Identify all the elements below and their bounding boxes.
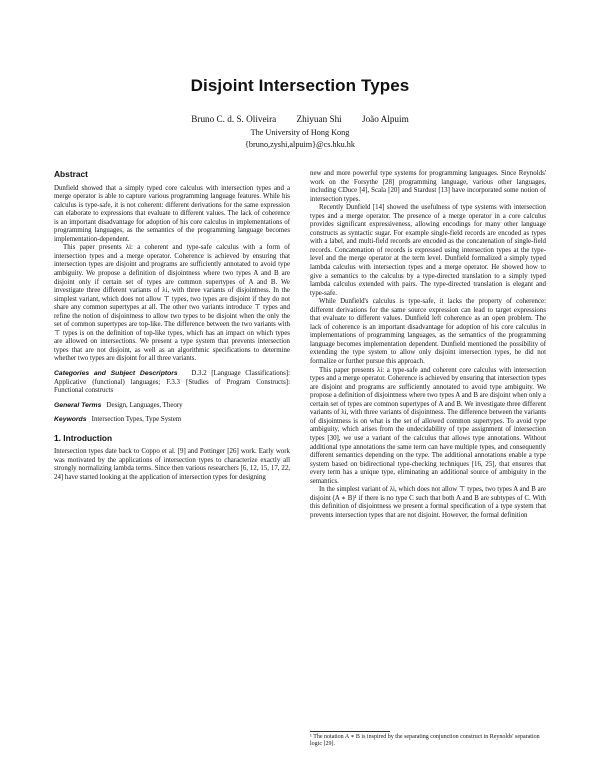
author-name: João Alpuim — [362, 114, 409, 124]
intro-paragraph: In the simplest variant of λi, which does not allow ⊤ types, two types A and B are disjoint (A ∗ B)¹ if there is no type C such that both A and B are subtypes of C. With this definition of disjointness we present a formal specification of a type system that prevents intersection types that are not disjoint. However, the formal definition — [310, 486, 546, 519]
introduction-heading: 1. Introduction — [54, 432, 113, 443]
author-name: Zhiyuan Shi — [296, 114, 342, 124]
general-terms-label: General Terms — [54, 401, 102, 409]
intro-paragraph: Intersection types date back to Coppo et al. [9] and Pottinger [26] work. Early work was motivated by the applications of intersection types to characterize exactly all strongly normalizing lambda terms. Since then various researchers [6, 12, 15, 17, 22, 24] have started looking at the application of intersection types for designing — [54, 448, 290, 481]
footnote-divider — [310, 731, 390, 732]
keywords-block — [54, 416, 290, 425]
author-name: Bruno C. d. S. Oliveira — [191, 114, 277, 124]
author-email: {bruno,zyshi,alpuim}@cs.hku.hk — [245, 140, 355, 149]
left-column — [54, 170, 290, 483]
intro-paragraph: new and more powerful type systems for programming languages. Since Reynolds' work on the Forsythe [28] programming language, various other languages, including CDuce [4], Scala [20] and Stardust [13] have incorporated some notion of intersection types. — [310, 170, 546, 203]
abstract-paragraph: This paper presents λi: a coherent and type-safe calculus with a form of intersection types and a merge operator. Coherence is achieved by ensuring that intersection types are disjoint and programs are sufficiently annotated to avoid type ambiguity. We propose a definition of disjointness where two types A and B are disjoint only if certain set of types are common supertypes of A and B. We investigate three different variants of λi, with three variants of disjointness. In the simplest variant, which does not allow ⊤ types, two types are disjoint if they do not share any common supertypes at all. The other two variants introduce ⊤ types and refine the notion of disjointness to allow two types to be disjoint when the only the set of common supertypes are top-like. The difference between the two variants with ⊤ types is on the definition of top-like types, which has an impact on which types are allowed on intersections. We present a type system that prevents intersection types that are not disjoint, as well as an algorithmic specifications to determine whether two types are disjoint for all three variants. — [54, 244, 290, 363]
abstract-heading: Abstract — [54, 169, 88, 179]
author-list — [0, 114, 600, 124]
paper-title: Disjoint Intersection Types — [190, 76, 410, 95]
intro-paragraph: This paper presents λi: a type-safe and coherent core calculus with intersection types and a merge operator. Coherence is achieved by ensuring that intersection types are disjoint and programs are sufficiently annotated to avoid type ambiguity. We propose a definition of disjointness where two types A and B are disjoint when only a certain set of types are common supertypes of A and B. We investigate three different variants of λi, with three variants of disjointness. The difference between the variants of disjointness is on what is the set of allowed common supertypes. To avoid type ambiguity, which arises from the undecidability of type assignment of intersection types [30], we use a variant of the calculus that allows type annotations. Without additional type annotations the same term can have multiple types, and consequently different semantics depending on the type. The additional annotations enable a type system based on bidirectional type-checking techniques [16, 25], that ensures that every term has a unique type, eliminating an additional source of ambiguity in the semantics. — [310, 366, 546, 485]
keywords-label: Keywords — [54, 416, 87, 424]
affiliation: The University of Hong Kong — [250, 128, 350, 137]
categories-label: Categories and Subject Descriptors — [54, 370, 178, 378]
intro-paragraph: Recently Dunfield [14] showed the usefulness of type systems with intersection types and a merge operator. The presence of a merge operator in a core calculus provides significant expressiveness, allowing encodings for many other language constructs as syntactic sugar. For example single-field records are encoded as types with a label, and multi-field records are encoded as the concatenation of single-field records. Concatenation of records is expressed using intersection types at the type-level and the merge operator at the term level. Dunfield formalized a simply typed lambda calculus with intersection types and a merge operator. He showed how to give a semantics to the calculus by a type-directed translation to a simply typed lambda calculus extended with pairs. The type-directed translation is elegant and type-safe. — [310, 204, 546, 297]
intro-paragraph: While Dunfield's calculus is type-safe, it lacks the property of coherence: different derivations for the same source expression can lead to target expressions that evaluate to different values. Dunfield left coherence as an open problem. The lack of coherence is an important disadvantage for adoption of his core calculus in implementations of programming languages, as the semantics of the programming language becomes implementation dependent. Dunfield mentioned the possibility of extending the type system to allow only disjoint intersection types, he did not formalize or further pursue this approach. — [310, 298, 546, 366]
footnote: ¹ The notation A ∗ B is inspired by the separating conjunction construct in Reynolds' separation logic [29]. — [310, 734, 540, 748]
abstract-paragraph: Dunfield showed that a simply typed core calculus with intersection types and a merge operator is able to capture various programming language features. While his calculus is type-safe, it is not coherent: different derivations for the same expression can elaborate to expressions that evaluate to different values. The lack of coherence is an important disadvantage for adoption of his core calculus in implementations of programming languages, as the semantics of the programming language becomes implementation-dependent. — [54, 184, 290, 243]
right-column — [310, 170, 546, 520]
general-terms-block — [54, 402, 290, 411]
keywords-text: Intersection Types, Type System — [91, 416, 182, 424]
general-terms-text: Design, Languages, Theory — [106, 401, 183, 409]
categories-text: D.3.2 [Language Classifications]: Applicative (functional) languages; F.3.3 [Studies of Program Constructs]: Functional constructs — [54, 370, 290, 395]
categories-block — [54, 370, 290, 396]
